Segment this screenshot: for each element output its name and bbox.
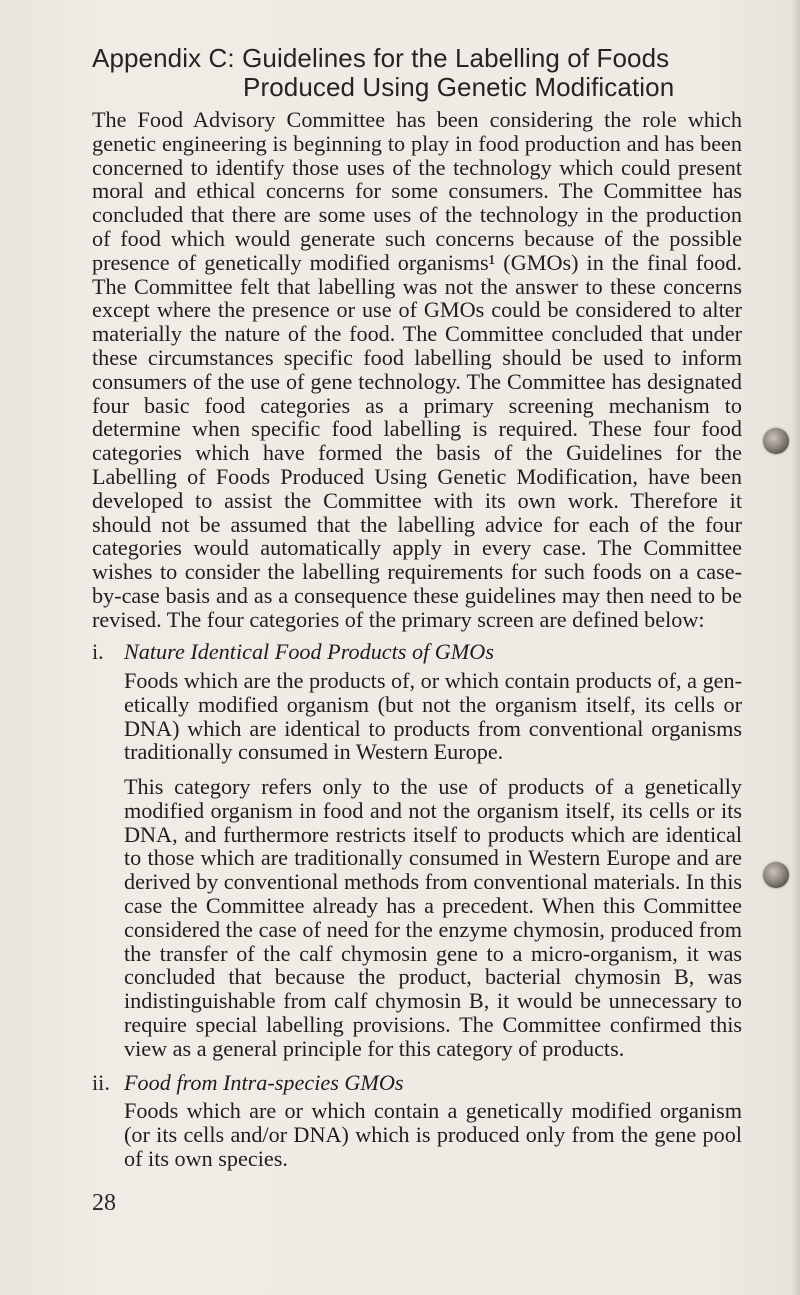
item-2-marker: ii. [92, 1070, 110, 1095]
binder-punch-hole-bottom [763, 862, 789, 888]
appendix-title [92, 44, 692, 102]
item-2-heading: Food from Intra-species GMOs [124, 1070, 404, 1095]
intro-paragraph: The Food Advisory Committee has been considering the role which genetic engineering is beginning to play in food production and has been concerned to identify those uses of the technology which could present moral and ethical concerns for some consumers. The Committee has concluded that there are some uses of the technology in the production of food which would generate such concerns because of the possible presence of genetically modified organisms¹ (GMOs) in the final food. The Committee felt that labelling was not the answer to these concerns except where the presence or use of GMOs could be considered to alter materially the nature of the food. The Committee concluded that under these circumstances specific food labelling should be used to inform consumers of the use of gene technology. The Committee has designated four basic food categories as a primary screening mechanism to determine when specific food labelling is required. These four food categories which have formed the basis of the Guidelines for the Labelling of Foods Produced Using Genetic Modification, have been developed to assist the Committee with its own work. Therefore it should not be assumed that the labelling advice for each of the four categories would automatically apply in every case. The Committee wishes to consider the labelling requirements for such foods on a case-by-case basis and as a consequence these guidelines may then need to be revised. The four categories of the primary screen are defined below: [92, 107, 742, 632]
item-1-paragraph-1: Foods which are the products of, or which contain products of, a genetically modified organism (but not the organism itself, its cells or DNA) which are identical to products from conventional organisms traditionally consumed in Western Europe. [124, 668, 742, 765]
item-1-paragraph-2: This category refers only to the use of products of a genetically modified organism in food and not the organism itself, its cells or its DNA, and furthermore restricts itself to products which are identical to those which are traditionally consumed in Western Europe and are derived by conventional methods from conventional materials. In this case the Committee already has a precedent. When this Committee considered the case of need for the enzyme chymosin, produced from the transfer of the calf chymosin gene to a micro-organism, it was concluded that because the product, bacterial chymosin B, was indistinguishable from calf chymosin B, it would be unnecessary to require special labelling provisions. The Committee confirmed this view as a general principle for this category of products. [124, 774, 743, 1061]
binder-punch-hole-top [763, 428, 789, 454]
item-2-paragraph-1: Foods which are or which contain a genetically modified organism (or its cells and/or DNA) which is produced only from the gene pool of its own species. [124, 1098, 742, 1171]
item-1-heading: Nature Identical Food Products of GMOs [124, 639, 494, 664]
page-edge-shadow [792, 0, 800, 1295]
page-number: 28 [92, 1190, 116, 1216]
title-line-2: Produced Using Genetic Modification [243, 72, 675, 102]
item-1-marker: i. [92, 639, 104, 664]
title-line-1: Appendix C: Guidelines for the Labelling of Foods [92, 43, 670, 73]
